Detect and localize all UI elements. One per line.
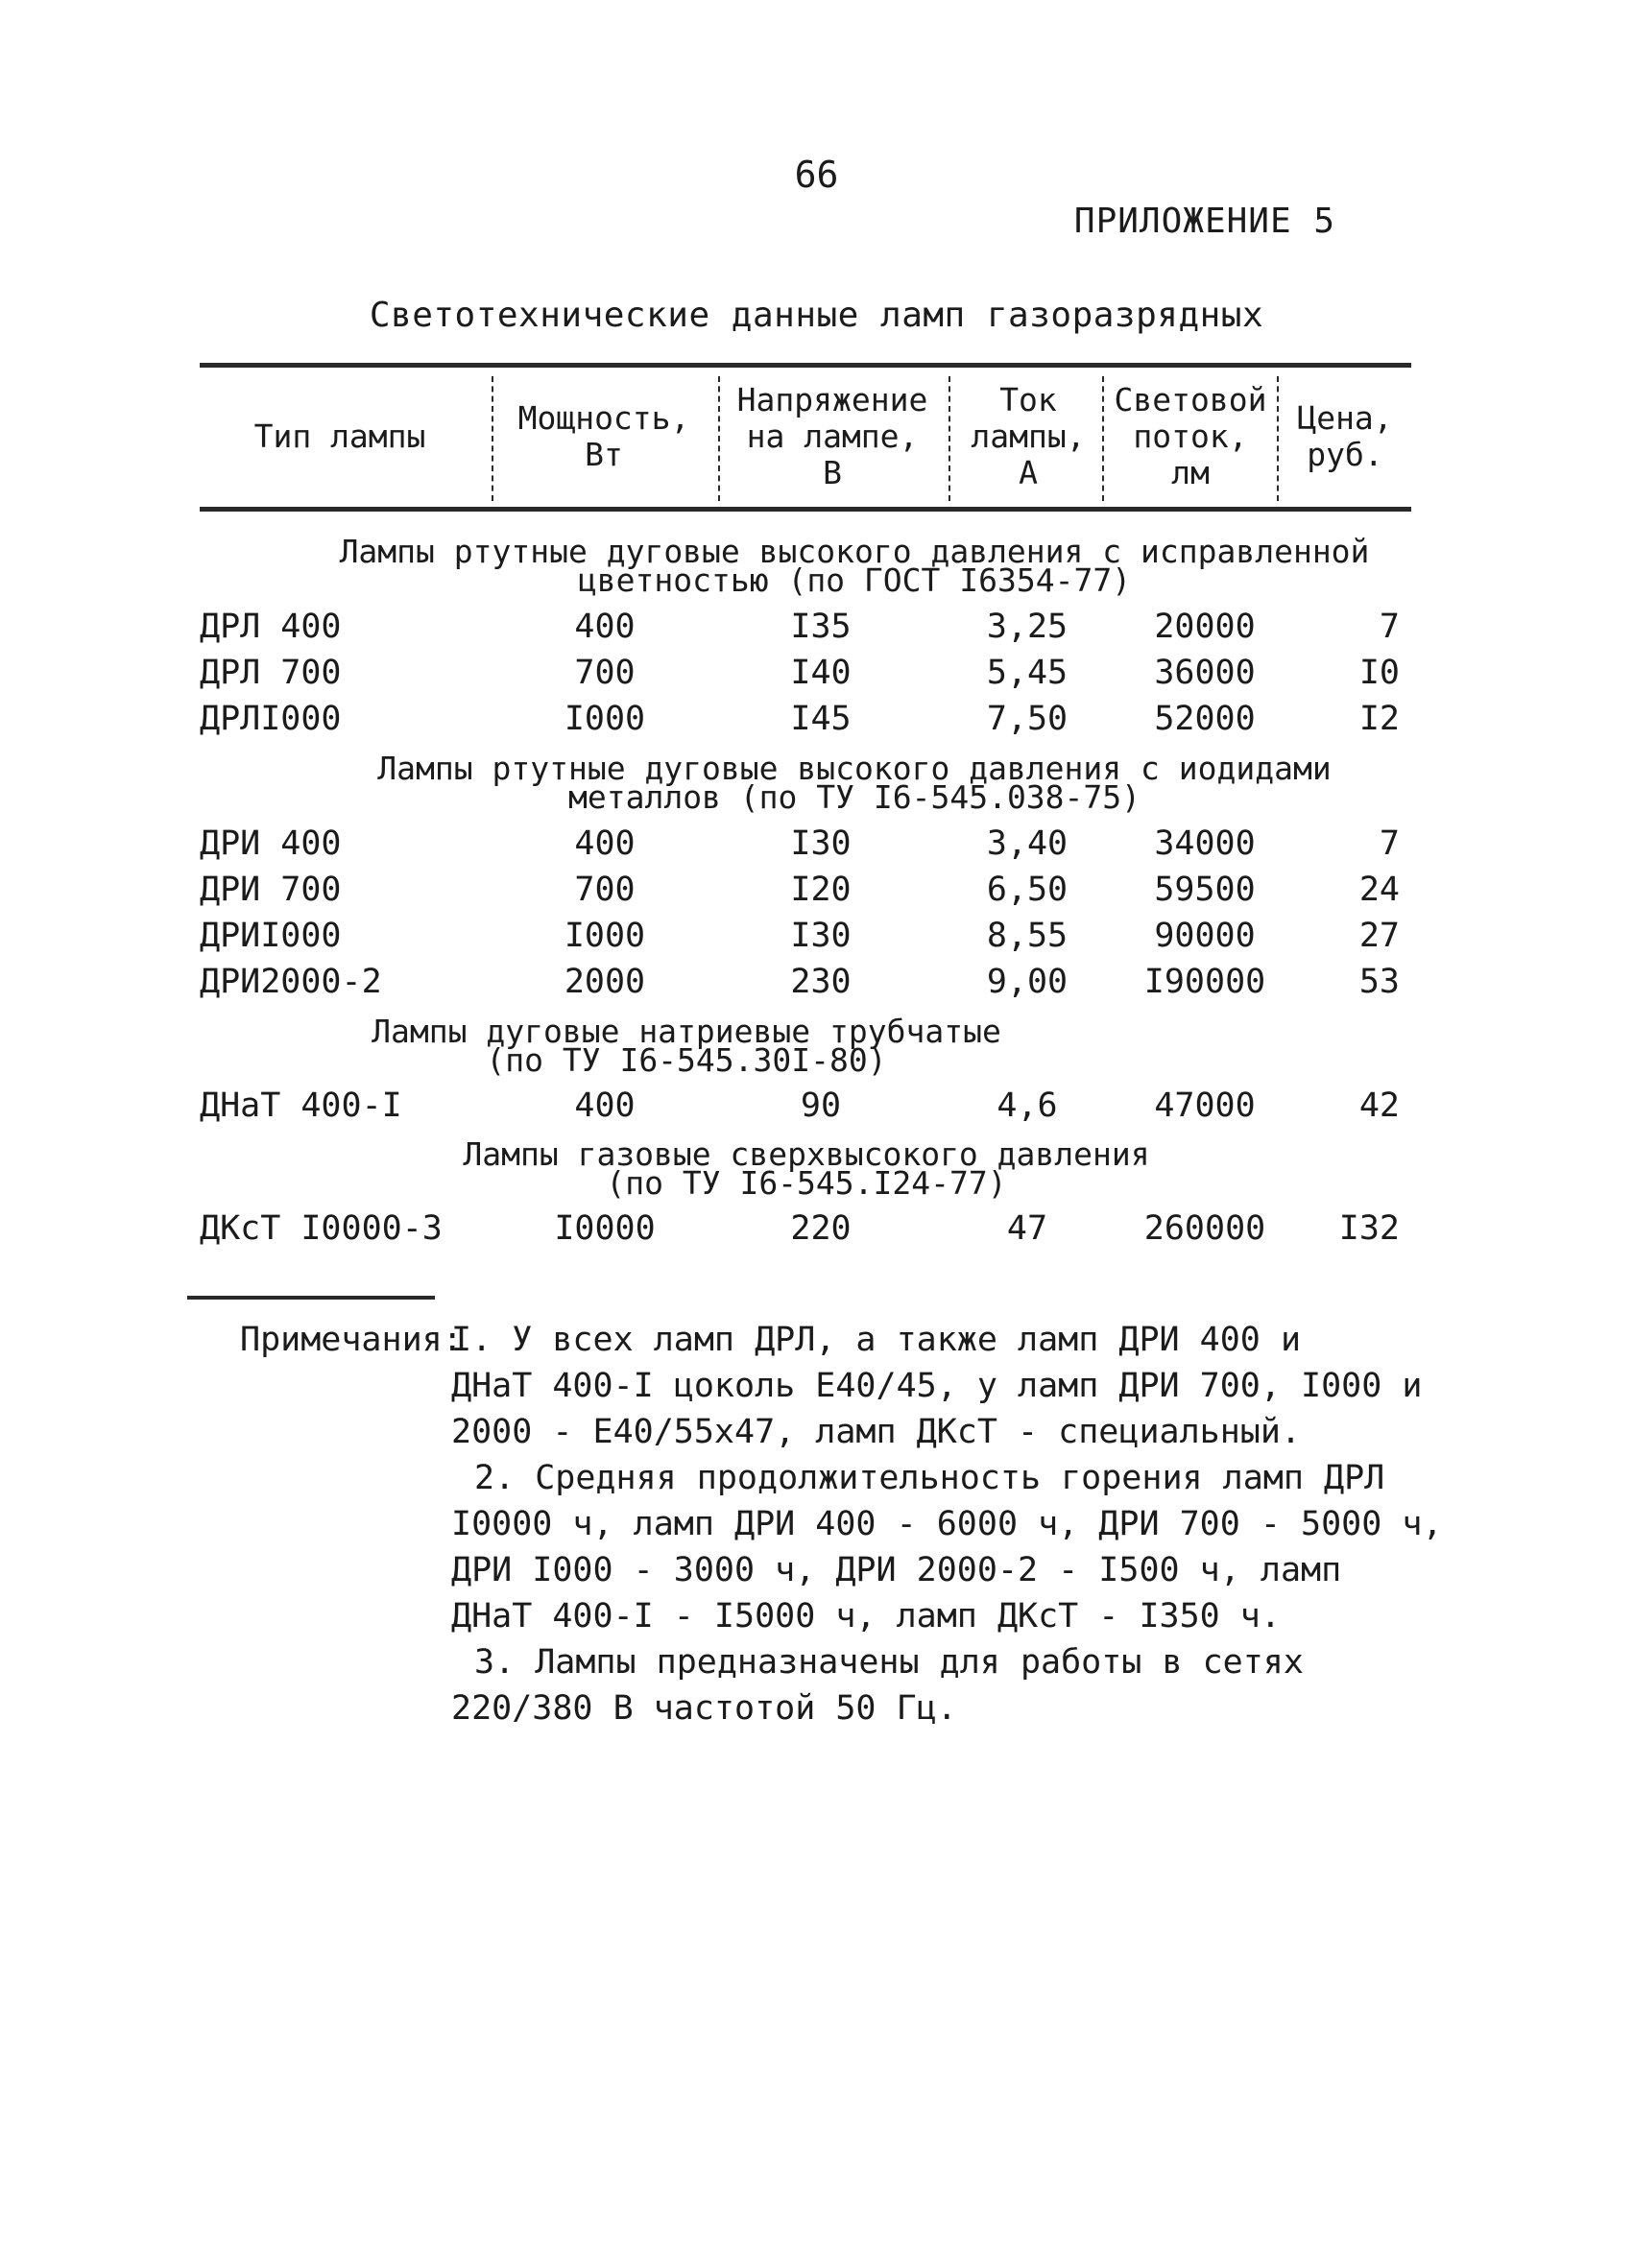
cell-luminous-flux: 20000 [1154,608,1256,646]
note-line: 220/380 В частотой 50 Гц. [451,1689,957,1728]
note-line: ДНаТ 400-I цоколь Е40/45, у ламп ДРИ 700, I000 и [451,1367,1423,1405]
cell-lamp-type: ДРИI000 [200,917,342,955]
table-row [0,608,1633,646]
cell-luminous-flux: 36000 [1154,654,1256,692]
group-heading-line: Лампы ртутные дуговые высокого давления с иодидами [377,750,1332,787]
cell-luminous-flux: 59500 [1154,871,1256,909]
cell-power: 2000 [564,963,646,1001]
cell-power: 400 [574,608,636,646]
header-luminous-flux: Световой поток, лм [1114,381,1267,491]
cell-voltage: I40 [790,654,852,692]
cell-lamp-type: ДРИ 400 [200,824,342,863]
cell-power: 700 [574,654,636,692]
note-line: 2000 - Е40/55x47, ламп ДКсТ - специальный. [451,1413,1302,1451]
notes-body [451,1317,1633,1731]
cell-current: 47 [1006,1209,1048,1248]
cell-power: I000 [564,700,646,738]
cell-price: 24 [1358,871,1400,909]
cell-power: 400 [574,824,636,863]
cell-current: 4,6 [997,1086,1058,1125]
group-heading [422,1135,1190,1202]
cell-lamp-type: ДРЛ 400 [200,608,342,646]
header-price: Цена, руб. [1297,399,1393,473]
page-number: 66 [794,154,839,196]
cell-lamp-type: ДРИ2000-2 [200,963,382,1001]
group-heading [288,533,1421,599]
note-line: I. У всех ламп ДРЛ, а также ламп ДРИ 400 и [451,1321,1302,1359]
table-row [0,917,1633,955]
header-voltage: Напряжение на лампе, В [736,381,928,491]
header-bottom-rule [200,507,1411,512]
group-heading [288,1013,1085,1079]
cell-lamp-type: ДНаТ 400-I [200,1086,402,1125]
group-heading-line: Лампы газовые сверхвысокого давления [463,1135,1150,1173]
cell-voltage: 230 [790,963,852,1001]
cell-price: I0 [1358,654,1400,692]
cell-voltage: 90 [800,1086,842,1125]
table-top-rule [200,363,1411,368]
group-heading-line: (по ТУ I6-545.30I-80) [486,1041,887,1079]
header-current: Ток лампы, А [971,381,1086,491]
cell-luminous-flux: 47000 [1154,1086,1256,1125]
header-lamp-type: Тип лампы [253,418,426,455]
group-heading-line: металлов (по ТУ I6-545.038-75) [567,778,1141,816]
cell-luminous-flux: 90000 [1154,917,1256,955]
cell-voltage: 220 [790,1209,852,1248]
table-row [0,654,1633,692]
cell-luminous-flux: 34000 [1154,824,1256,863]
cell-current: 3,40 [986,824,1069,863]
cell-lamp-type: ДРЛ 700 [200,654,342,692]
table-row [0,871,1633,909]
cell-voltage: I30 [790,824,852,863]
table-row [0,1209,1633,1248]
cell-power: I000 [564,917,646,955]
cell-current: 6,50 [986,871,1069,909]
cell-current: 8,55 [986,917,1069,955]
table-row [0,824,1633,863]
cell-power: 700 [574,871,636,909]
cell-voltage: I30 [790,917,852,955]
footnote-rule [187,1296,435,1300]
cell-current: 9,00 [986,963,1069,1001]
cell-voltage: I20 [790,871,852,909]
notes-label: Примечания: [240,1321,463,1359]
table-row [0,963,1633,1001]
cell-price: I32 [1338,1209,1400,1248]
note-line: I0000 ч, ламп ДРИ 400 - 6000 ч, ДРИ 700 - 5000 ч, [451,1505,1443,1543]
cell-current: 5,45 [986,654,1069,692]
note-line: ДРИ I000 - 3000 ч, ДРИ 2000-2 - I500 ч, ламп [451,1551,1342,1589]
cell-current: 3,25 [986,608,1069,646]
cell-lamp-type: ДРИ 700 [200,871,342,909]
cell-lamp-type: ДРЛI000 [200,700,342,738]
cell-voltage: I35 [790,608,852,646]
group-heading-line: Лампы дуговые натриевые трубчатые [372,1013,1001,1050]
cell-voltage: I45 [790,700,852,738]
table-title: Светотехнические данные ламп газоразрядных [369,296,1264,335]
table-row [0,1086,1633,1125]
cell-price: I2 [1358,700,1400,738]
note-line: 2. Средняя продолжительность горения ламп ДРЛ [474,1459,1385,1497]
cell-price: 42 [1358,1086,1400,1125]
group-heading-line: (по ТУ I6-545.I24-77) [606,1164,1007,1202]
cell-price: 53 [1358,963,1400,1001]
cell-luminous-flux: 52000 [1154,700,1256,738]
group-heading-line: цветностью (по ГОСТ I6354-77) [577,561,1132,599]
cell-luminous-flux: 260000 [1143,1209,1266,1248]
note-line: ДНаТ 400-I - I5000 ч, ламп ДКсТ - I350 ч. [451,1597,1281,1635]
appendix-label: ПРИЛОЖЕНИЕ 5 [1073,202,1335,241]
header-power: Мощность, Вт [517,399,690,473]
cell-luminous-flux: I90000 [1143,963,1266,1001]
cell-price: 7 [1379,608,1400,646]
table-row [0,700,1633,738]
group-heading [288,750,1421,816]
cell-current: 7,50 [986,700,1069,738]
cell-price: 7 [1379,824,1400,863]
cell-lamp-type: ДКсТ I0000-3 [200,1209,443,1248]
group-heading-line: Лампы ртутные дуговые высокого давления с исправленной [339,533,1370,570]
cell-price: 27 [1358,917,1400,955]
note-line: 3. Лампы предназначены для работы в сетях [474,1643,1304,1682]
cell-power: 400 [574,1086,636,1125]
cell-power: I0000 [554,1209,656,1248]
